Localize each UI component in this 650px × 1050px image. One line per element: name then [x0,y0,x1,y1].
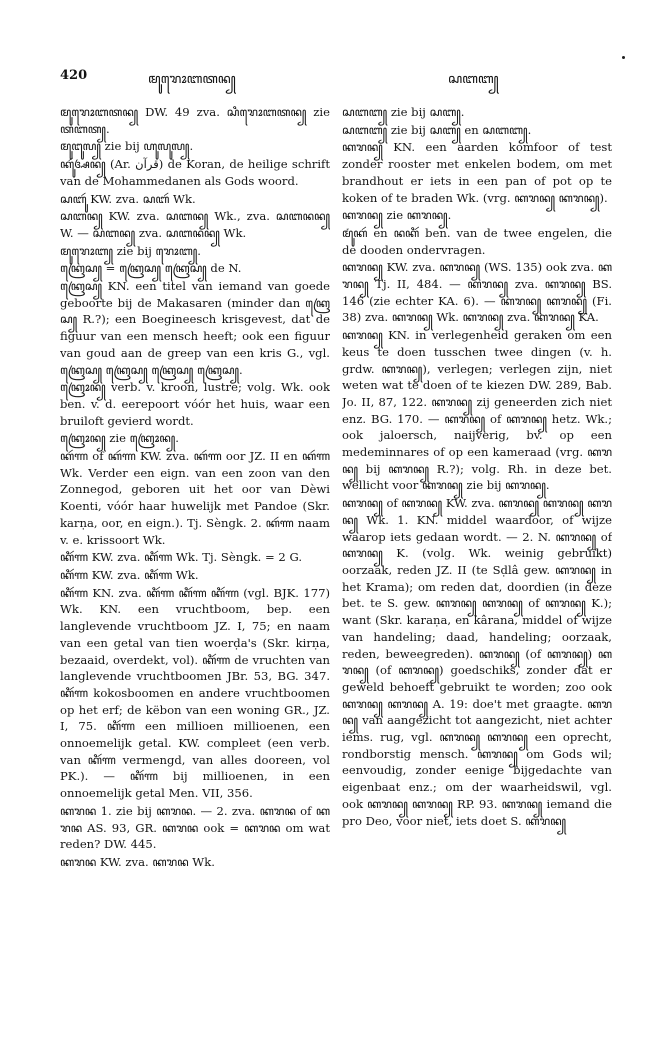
dictionary-entry: ꦏꦶꦂꦟ KW. zva. ꦏꦶꦂꦟ Wk. Tj. Sèngk. = 2 G. [60,550,303,565]
dictionary-entry: ꦩꦸꦫꦺꦴꦧꦠꦤ꧀ DW. 49 zva. ꦱꦶꦫꦺꦴꦧꦠꦤ꧀ zie ꦠꦧꦠ꧀. [60,105,330,136]
dictionary-entry: ꦏꦫꦤ꧀ zie ꦏꦫꦤ꧀. [342,208,452,223]
dictionary-entry: ꦏꦫꦤ꧀ KN. een aarden komfoor of test zonder rooster met enkelen bodem, om met brandhout er iets in een pan of pot op te koken of te braden Wk. (vrg. ꦏꦫꦤ꧀ ꦏꦫꦤ꧀). [342,140,612,205]
dictionary-entry: ꦩꦸꦫꦺꦴꦧ꧀ zie bij ꦫꦺꦴꦧ꧀. [60,243,201,258]
dictionary-entry: ꦱꦧꦸꦂ KW. zva. ꦱꦧꦂ Wk. [60,191,196,206]
dictionary-entry: ꦩꦸꦔꦸꦭ꧀ zie bij ꦲꦸꦭꦸꦭ꧀. [60,139,194,154]
dictionary-entry: ꦱꦧꦤ꧀ KW. zva. ꦱꦧꦤ꧀ Wk., zva. ꦱꦧꦤꦤ꧀ W. — ꦱꦧꦤ꧀ zva. ꦱꦧꦤꦤ꧀ Wk. [60,209,330,240]
page-number: 420 [60,68,88,83]
dictionary-entry: ꦩꦸꦁꦏꦂ en ꦤꦏꦶꦂ ben. van de twee engelen, die de dooden ondervragen. [342,225,612,257]
dictionary-entry: ꦏꦫꦤ 1. zie bij ꦏꦫꦤ. — 2. zva. ꦏꦫꦤ of ꦏꦫꦤ AS. 93, GR. ꦏꦫꦤ ook = ꦏꦫꦤ om wat reden? DW. 445. [60,803,330,852]
running-head-left: ꦩꦸꦫꦺꦴꦧꦠꦤ꧀ [148,72,236,87]
dictionary-entry: ꦏꦶꦂꦟ KN. zva. ꦏꦶꦂꦟ ꦏꦶꦂꦟ ꦏꦶꦂꦟ (vgl. BJK. 177) Wk. KN. een vruchtboom, bep. een langlevende vruchtboom JZ. I, 75; en naam van een getal van tien woerḍa's (Skr. kirṇa, bezaaid, overdekt, vol). ꦏꦶꦂꦟ de vruchten van langlevende vruchtboomen JBr. 53, BG. 347. ꦏꦶꦂꦟ kokosboomen en andere vruchtboomen op het erf; de këbon van een woning GR., JZ. I, 75. ꦏꦶꦂꦟ een millioen millioenen, een onnoemelijk getal. KW. compleet (een verb. van ꦏꦶꦂꦟ vermengd, van alles dooreen, vol PK.). — ꦏꦶꦂꦟ bij millioenen, in een onnoemelijk getal Men. VII, 356. [60,585,330,801]
page-header [60,68,616,90]
dictionary-entry: ꦱꦧꦧ꧀ zie bij ꦱꦧ꧀. [342,105,465,119]
left-column [60,104,330,1024]
dictionary-entry: ꦏꦿꦺꦴꦤ꧀ zie ꦏꦿꦺꦴꦤ꧀. [60,431,179,446]
dictionary-entry: ꦱꦧꦧ꧀ zie bij ꦱꦧ꧀ en ꦱꦧꦧ꧀. [342,122,532,137]
dictionary-entry: ꦏꦫꦤ꧀ KW. zva. ꦏꦫꦤ꧀ (WS. 135) ook zva. ꦏꦫꦤ꧀ Tj. II, 484. — ꦏꦫꦤ꧀ zva. ꦏꦫꦤ꧀ BS. 146 (zie echter KA. 6). — ꦏꦫꦤ꧀ ꦏꦫꦤ꧀ (Fi. 38) zva. ꦏꦫꦤ꧀ Wk. ꦏꦫꦤ꧀ zva. ꦏꦫꦤ꧀ KA. [342,260,612,325]
dictionary-entry: ꦏꦂꦟ of ꦏꦂꦟ KW. zva. ꦏꦂꦟ oor JZ. II en ꦏꦂꦟ Wk. Verder een eign. van een zoon van den Zonnegod, geboren uit het oor van Dèwi Koenti, vóór haar huwelijk met Pandoe (Skr. karṇa, oor, en eign.). Tj. Sèngk. 2. ꦏꦂꦟ naam v. e. krissoort Wk. [60,449,330,547]
dictionary-entry: ꦏꦫꦤ꧀ KN. in verlegenheid geraken om een keus te doen tusschen twee dingen (v. h. grdw. ꦏꦫꦤ꧀), verlegen; verlegen zijn, niet weten wat te doen of te kiezen DW. 289, Bab. Jo. II, 87, 122. ꦏꦫꦤ꧀ zij geneerden zich niet enz. BG. 170. — ꦏꦫꦤ꧀ of ꦏꦫꦤ꧀ hetz. Wk.; ook jaloersch, naijverig, bv. op een medeminnares of op een kameraad (vrg. ꦏꦫꦤ꧀ bij ꦏꦫꦤ꧀ R.?); volg. Rh. in deze bet. wellicht voor ꦏꦫꦤ꧀ zie bij ꦏꦫꦤ꧀. [342,328,612,493]
dictionary-entry: ꦏꦫꦤ KW. zva. ꦏꦫꦤ Wk. [60,854,215,869]
dictionary-entry: ꦏꦿꦺꦱ꧀ = ꦏꦿꦺꦱ꧀ ꦏꦿꦺꦱ꧀ de N. [60,261,242,276]
dictionary-entry: ꦏꦶꦂꦟ KW. zva. ꦏꦶꦂꦟ Wk. [60,567,199,582]
right-column [342,104,612,1024]
running-head-right: ꦱꦧꦧ꧀ [448,72,499,87]
dictionary-entry: ꦏꦫꦤ꧀ of ꦏꦫꦤ꧀ KW. zva. ꦏꦫꦤ꧀ ꦏꦫꦤ꧀ ꦏꦫꦤ꧀ Wk. 1. KN. middel waardoor, of wijze waarop iets gedaan wordt. — 2. N. ꦏꦫꦤ꧀ of ꦏꦫꦤ꧀ K. (volg. Wk. weinig gebruikt) oorzaak, reden JZ. II (te Sḍlâ gew. ꦏꦫꦤ꧀ in het Krama); om reden dat, doordien (in deze bet. te S. gew. ꦏꦫꦤ꧀ ꦏꦫꦤ꧀ of ꦏꦫꦤ꧀ K.); want (Skr. karaṇa, en kârana, middel of wijze van handeling; daad, handeling; oorzaak, reden, beweegreden). ꦏꦫꦤ꧀ (of ꦏꦫꦤ꧀) ꦏꦫꦤ꧀ (of ꦏꦫꦤ꧀) goedschiks, zonder dat er geweld behoeft gebruikt te worden; zoo ook ꦏꦫꦤ꧀ ꦏꦫꦤ꧀ A. 19: doe't met graagte. ꦏꦫꦤ꧀ van aangezicht tot aangezicht, niet achter iems. rug, vgl. ꦏꦫꦤ꧀ ꦏꦫꦤ꧀ een oprecht, rondborstig mensch. ꦏꦫꦤ꧀ om Gods wil; eenvoudig, zonder eenige bijgedachte van eigenbaat enz.; om der waarheidswil, vgl. ook ꦏꦫꦤ꧀ ꦏꦫꦤ꧀ RP. 93. ꦏꦫꦤ꧀ iemand die pro Deo, voor niet, iets doet S. ꦏꦫꦤ꧀ [342,496,612,828]
dictionary-entry: ꦏꦿꦺꦱ꧀ KN. een titel van iemand van goede geboorte bij de Makasaren (minder dan ꦏꦿꦺꦱ꧀ R.?); een Boegineesch krisgevest, dat de figuur van een mensch heeft; ook een figuur van goud aan de greep van een kris G., vgl. ꦏꦿꦺꦱ꧀ ꦏꦿꦺꦱ꧀ ꦏꦿꦺꦱ꧀ ꦏꦿꦺꦱ꧀. [60,279,330,377]
ink-speck [622,56,625,59]
dictionary-entry: ꦏꦿꦺꦴꦤ꧀ verb. v. kroon, lustre; volg. Wk. ook ben. v. d. eerepoort vóór het huis, waar een bruiloft gevierd wordt. [60,380,330,428]
dictionary-entry: ꦏꦸꦂꦄꦤ꧀ (Ar. قرآن) de Koran, de heilige schrift van de Mohammedanen als Gods woord. [60,157,330,188]
